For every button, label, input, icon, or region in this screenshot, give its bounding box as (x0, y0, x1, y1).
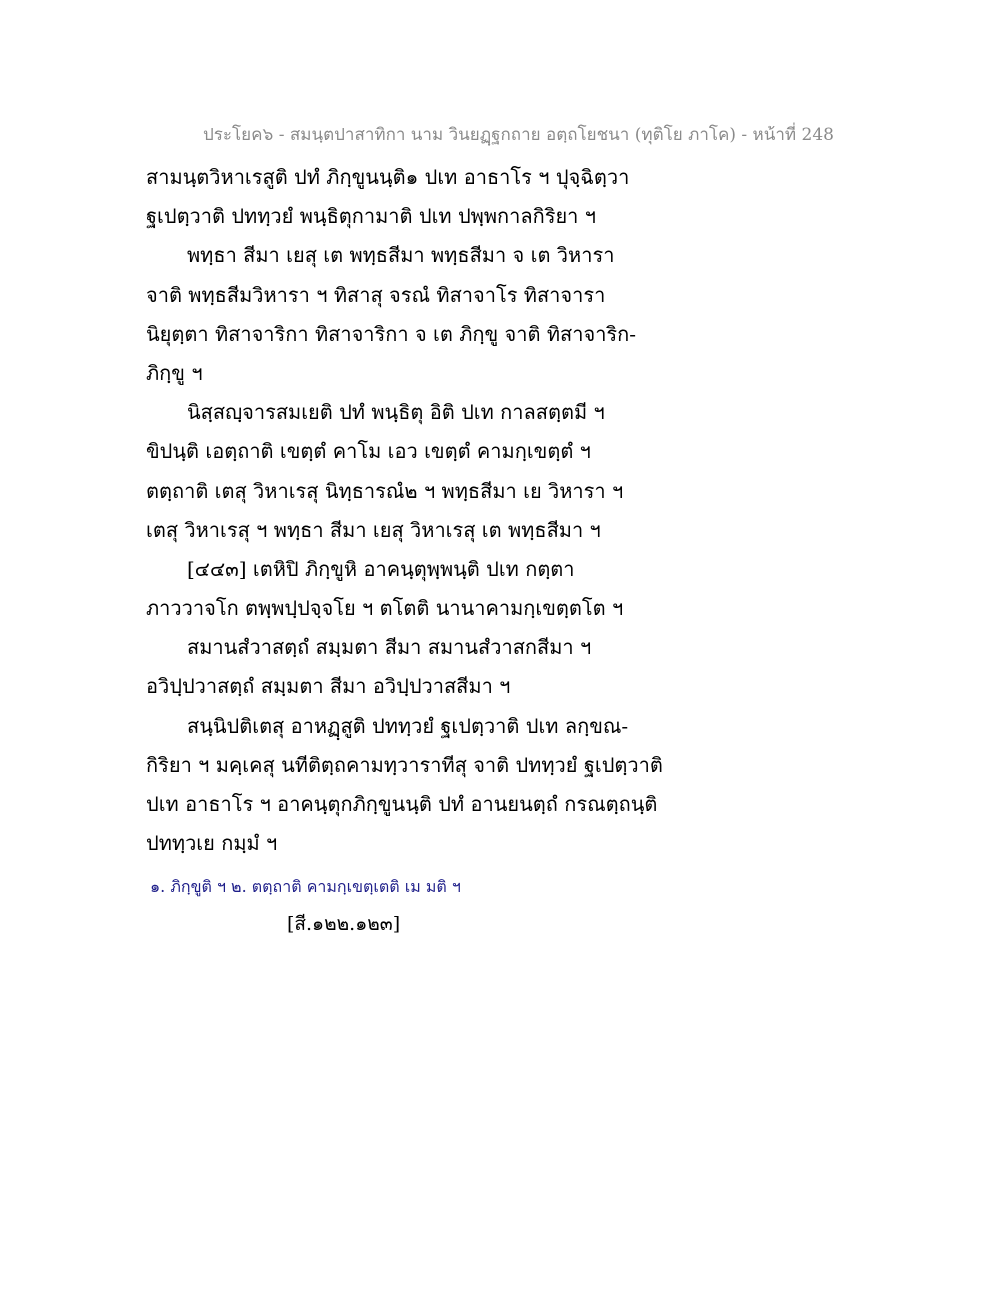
text-line: ขิปนฺติ เอตฺถาติ เขตฺตํ คาโม เอว เขตฺตํ คามกฺเขตฺตํ ฯ (146, 439, 591, 464)
text-line: กิริยา ฯ มคฺเคสุ นทีติตฺถคามทฺวาราทีสุ จาติ ปททฺวยํ ฐเปตฺวาติ (146, 752, 663, 777)
text-line: พทฺธา สีมา เยสุ เต พทฺธสีมา พทฺธสีมา จ เต วิหารา (187, 243, 615, 268)
text-line: ฐเปตฺวาติ ปททฺวยํ พนฺธิตุกามาติ ปเท ปพฺพกาลกิริยา ฯ (146, 204, 596, 229)
text-line: เตสุ วิหาเรสุ ฯ พทฺธา สีมา เยสุ วิหาเรสุ เต พทฺธสีมา ฯ (146, 517, 601, 542)
text-line: นิสฺสญฺจารสมเยติ ปทํ พนฺธิตุ อิติ ปเท กาลสตฺตมี ฯ (187, 400, 605, 425)
text-line: จาติ พทฺธสีมวิหารา ฯ ทิสาสุ จรณํ ทิสาจาโร ทิสาจารา (146, 282, 606, 307)
text-line: ภิกฺขู ฯ (146, 360, 203, 385)
footnote: ๑. ภิกฺขูติ ฯ ๒. ตตฺถาติ คามกฺเขตฺเตติ เม มติ ฯ (150, 877, 461, 896)
text-line: อวิปฺปวาสตฺถํ สมฺมตา สีมา อวิปฺปวาสสีมา ฯ (146, 674, 511, 699)
body-text (146, 158, 866, 863)
page-header: ประโยค๖ - สมนฺตปาสาทิกา นาม วินยฏฺฐกถาย อตฺถโยชนา (ทุติโย ภาโค) - หน้าที่ 248 (203, 125, 834, 145)
text-line: ตตฺถาติ เตสุ วิหาเรสุ นิทฺธารณํ๒ ฯ พทฺธสีมา เย วิหารา ฯ (146, 478, 624, 503)
text-line: [๔๔๓] เตหิปิ ภิกฺขูหิ อาคนฺตุพฺพนฺติ ปเท กตฺตา (187, 556, 575, 581)
page-reference: [สี.๑๒๒.๑๒๓] (287, 913, 401, 935)
text-line: ภาววาจโก ตพฺพปฺปจฺจโย ฯ ตโตติ นานาคามกฺเขตฺตโต ฯ (146, 596, 624, 621)
text-line: นิยุตฺตา ทิสาจาริกา ทิสาจาริกา จ เต ภิกฺขู จาติ ทิสาจาริก- (146, 321, 637, 346)
text-line: ปเท อาธาโร ฯ อาคนฺตุกภิกฺขูนนฺติ ปทํ อานยนตฺถํ กรณตฺถนฺติ (146, 792, 658, 816)
text-line: สามนฺตวิหาเรสูติ ปทํ ภิกฺขูนนฺติ๑ ปเท อาธาโร ฯ ปุจฺฉิตฺวา (146, 165, 630, 189)
text-line: สมานสํวาสตฺถํ สมฺมตา สีมา สมานสํวาสกสีมา ฯ (187, 635, 592, 660)
text-line: ปททฺวเย กมฺมํ ฯ (146, 831, 278, 856)
text-line: สนฺนิปติเตสุ อาหฏฺสูติ ปททฺวยํ ฐเปตฺวาติ ปเท ลกฺขณ- (187, 713, 629, 738)
